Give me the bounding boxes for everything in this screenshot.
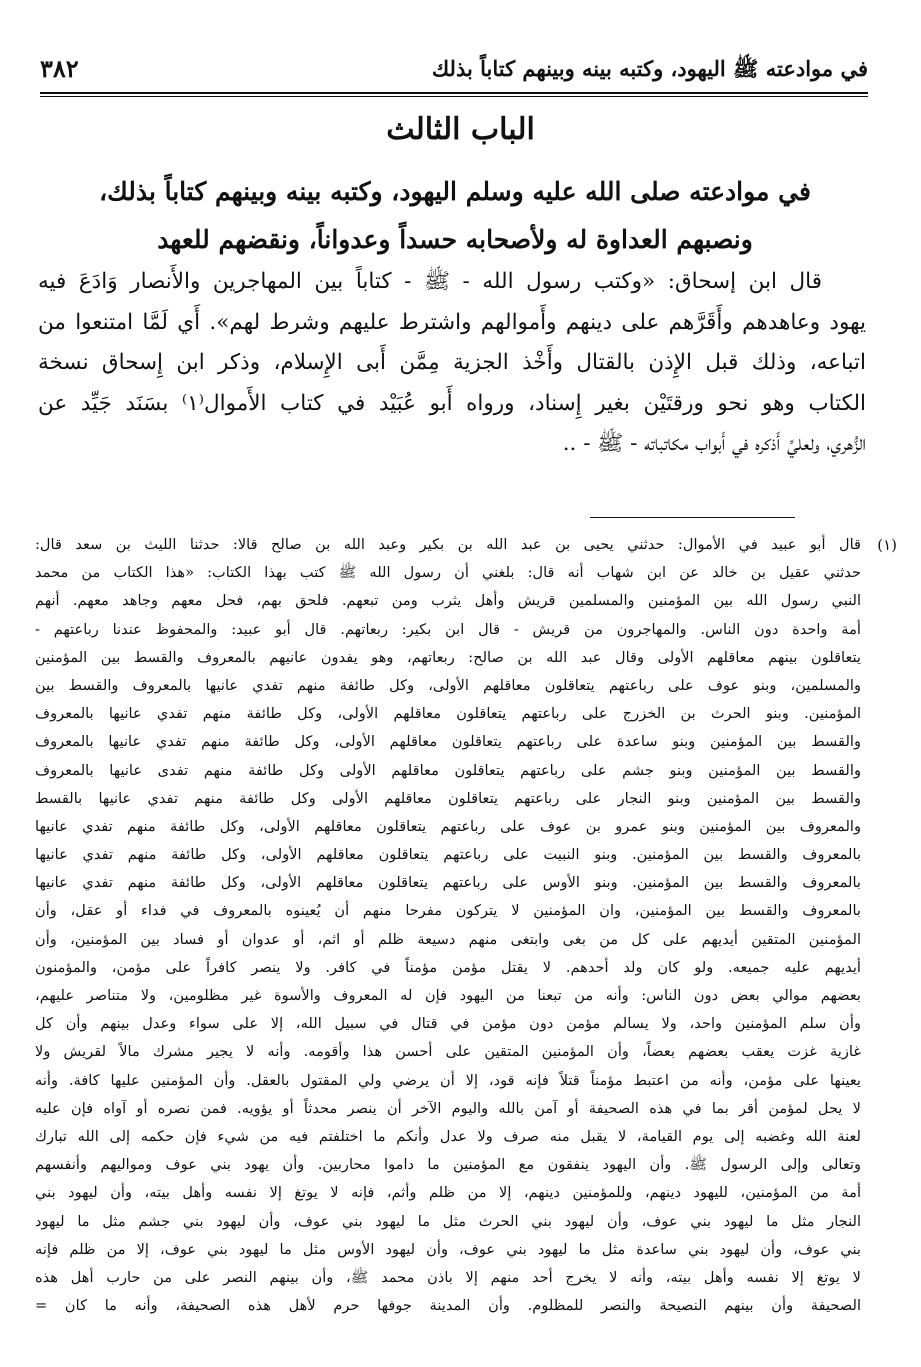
footnote-line: حدثني عقيل بن خالد عن ابن شهاب أنه قال: بلغني أن رسول الله ﷺ كتب بهذا الكتاب: «هذا الكتاب من محمد <box>35 564 861 582</box>
footnote-line: لا يوتغ إلا نفسه وأهل بيته، وأنه لا يخرج أحد منهم إلا باذن محمد ﷺ، وأن بينهم النصر على من حارب أهل هذه <box>35 1268 861 1286</box>
footnote-line: المؤمنين المتقين أيديهم على كل من بغى وابتغى منهم دسيعة ظلم أو اثم، أو عدوان أو فساد بين المؤمنين، وأن <box>35 930 861 948</box>
footnote-line: الصحيفة وأن بينهم النصيحة والنصر للمظلوم. وأن المدينة جوفها حرم لأهل هذه الصحيفة، وأنه ما كان = <box>35 1297 861 1315</box>
body-line: الكتاب وهو نحو ورقتَيْن بغير إِسناد، ورواه أَبو عُبَيْد في كتاب الأَموال⁽١⁾ بسَنَد جَيِّد عن <box>38 390 867 416</box>
footnote-line: بني عوف، وأن ليهود بني ساعدة مثل ما ليهود بني عوف، وأن ليهود الأوس مثل ما ليهود بني عوف، إلا من ظلم فإنه <box>35 1240 861 1258</box>
footnote-line: أمة من المؤمنين، لليهود دينهم، وللمؤمنين دينهم، إلا من ظلم وأثم، فإنه لا يوتغ إلا نفسه وأهل بيته، وأن ليهود بني <box>35 1184 861 1202</box>
footnote-line: النبي رسول الله بين المؤمنين والمسلمين قريش وأهل يثرب ومن تبعهم. فلحق بهم، فحل معهم وجاهد معهم. أنهم <box>35 592 861 610</box>
footnote-line: يعينها على مؤمن، وأنه من اعتبط مؤمناً قتلاً فإنه قود، إلا أن يرضي ولي المقتول بالعقل. وأن المؤمنين عليها كافة. وأنه <box>35 1071 861 1089</box>
body-line: قال ابن إسحاق: «وكتب رسول الله - ﷺ - كتاباً بين المهاجرين والأَنصار وَادَعَ فيه <box>38 269 822 294</box>
footnote-line: أيديهم عليه جميعه. ولو كان ولد أحدهم. لا يقتل مؤمن مؤمناً في كافر. ولا ينصر كافراً على مؤمن، والمؤمنون <box>35 958 861 976</box>
chapter-subtitle <box>40 168 870 264</box>
running-header <box>40 52 868 88</box>
body-line: اتباعه، وذلك قبل الإِذن بالقتال وأَخْذ الجزية مِمَّن أَبى الإِسلام، وذكر ابن إِسحاق نسخة <box>38 350 866 375</box>
footnote-line: بالمعروف والقسط بين المؤمنين، وان المؤمنين لا يتركون مفرحا منهم أن يُعينوه بالمعروف في فداء أو عقل، وأن <box>35 902 861 920</box>
footnote-line: وتعالى وإلى الرسول ﷺ. وأن اليهود ينفقون مع المؤمنين ما داموا محاربين. وأن يهود بني عوف ومواليهم وأنفسهم <box>35 1156 861 1174</box>
chapter-title: الباب الثالث <box>386 112 535 147</box>
running-title: في موادعته ﷺ اليهود، وكتبه بينه وبينهم كتاباً بذلك <box>431 56 868 81</box>
footnote-line: والقسط بين المؤمنين وبنو النجار على رباعتهم يتعاقلون معاقلهم الأولى وكل طائفة منهم تفدي عانيها بالقسط <box>35 789 861 807</box>
footnote-line: المؤمنين. وبنو الحرث بن الخزرج على رباعتهم يتعاقلون معاقلهم الأولى، وكل طائفة منهم تفدي عانيها بالمعروف <box>35 705 861 723</box>
footnote-line: بالمعروف والقسط بين المؤمنين. وبنو النبيت على رباعتهم يتعاقلون معاقلهم الأولى، وكل طائفة منهم تفدي عانيها <box>35 846 861 864</box>
footnote-separator <box>590 517 795 518</box>
subtitle-line: في موادعته صلى الله عليه وسلم اليهود، وكتبه بينه وبينهم كتاباً بذلك، <box>99 177 811 206</box>
footnote-line: قال أبو عبيد في الأموال: حدثني يحيى بن عبد الله بن بكير وعبد الله بن صالح قالا: حدثنا الليث بن سعد قال: <box>35 536 861 553</box>
footnote-line: غازية غزت يعقب بعضهم بعضاً، وأن المؤمنين المتقين على أحسن هذا وأقومه. وأنه لا يجير مشرك مالاً لقريش ولا <box>35 1043 861 1061</box>
footnote-line: والقسط بين المؤمنين وبنو جشم على رباعتهم يتعاقلون معاقلهم الأولى وكل طائفة منهم تفدى عانيها بالمعروف <box>35 761 861 779</box>
subtitle-line: ونصبهم العداوة له ولأصحابه حسداً وعدواناً، ونقضهم للعهد <box>157 225 753 254</box>
footnote-text <box>35 531 861 1320</box>
body-text <box>38 262 866 465</box>
footnote-line: يتعاقلون بينهم معاقلهم الأولى وقال عبد الله بن صالح: ربعاتهم، وهو يفدون عانيهم بالمعروف والقسط بين المؤمنين <box>35 648 861 666</box>
header-rule <box>40 92 868 94</box>
footnote-line: والقسط بين المؤمنين وبنو ساعدة على رباعتهم يتعاقلون معاقلهم الأولى، وكل طائفة منهم تفدي عانيها بالمعروف <box>35 733 861 751</box>
footnote-line: لا يحل لمؤمن أقر بما في هذه الصحيفة أو آمن بالله واليوم الآخر أن ينصر محدثاً أو يؤويه. فمن نصره أو آواه فإن عليه <box>35 1099 861 1117</box>
footnote-line: بالمعروف والقسط بين المؤمنين. وبنو الأوس على رباعتهم يتعاقلون معاقلهم الأولى، وكل طائفة منهم تفدي عانيها <box>35 874 861 892</box>
footnote-number: (١) <box>877 536 897 554</box>
body-line: يهود وعاهدهم وأَقَرَّهم على دينهم وأَموالهم واشترط عليهم وشرط لهم». أَي لَمَّا امتنعوا من <box>38 309 866 335</box>
footnote-line: لعنة الله وغضبه إلى يوم القيامة، لا يقبل منه صرف ولا عدل وأنكم ما اختلفتم فيه من شيء فإن حكمه إلى الله تبارك <box>35 1127 861 1145</box>
body-line: الزُّهري، ولعليِّ أَذكره في أَبواب مكاتباته - ﷺ - .. <box>562 431 866 456</box>
footnote-line: وأن سلم المؤمنين واحد، ولا يسالم مؤمن دون مؤمن في قتال في سبيل الله، إلا على سواء وعدل بينهم وأن كل <box>35 1015 861 1033</box>
footnote-line: والمعروف بين المؤمنين وبنو عمرو بن عوف على رباعتهم يتعاقلون معاقلهم الأولى، وكل طائفة منهم تفدي عانيها <box>35 817 861 835</box>
footnote-line: بعضهم موالي بعض دون الناس: وأنه من تبعنا من اليهود فإن له المعروف والأسوة غير مظلومين، ولا متناصر عليهم، <box>35 987 861 1004</box>
footnote-line: أمة واحدة دون الناس. والمهاجرون من قريش - قال ابن بكير: ربعاتهم. قال أبو عبيد: والمحفوظ عندنا رباعتهم - <box>35 620 861 638</box>
header-rule-thin <box>40 96 868 97</box>
page-number: ٣٨٢ <box>40 54 79 83</box>
footnote-line: النجار مثل ما ليهود بني عوف، وأن ليهود بني الحرث مثل ما ليهود بني عوف، وأن ليهود بني جشم مثل ما ليهود <box>35 1212 861 1230</box>
footnote-line: والمسلمين، وبنو عوف على رباعتهم يتعاقلون معاقلهم الأولى، وكل طائفة منهم تفدي عانيها بالمعروف والقسط بين <box>35 676 861 694</box>
